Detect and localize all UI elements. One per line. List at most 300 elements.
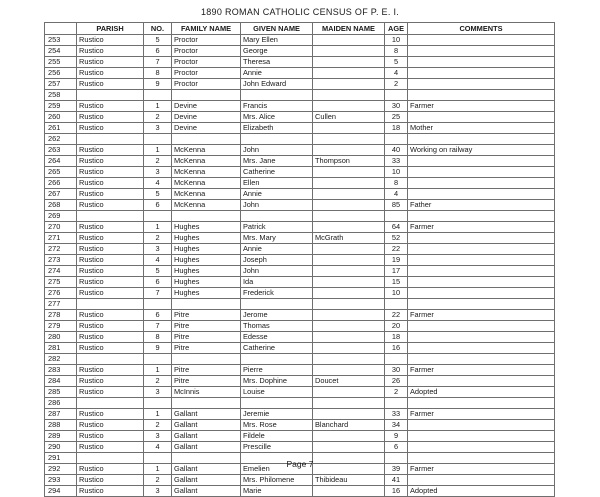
table-row: [45, 310, 555, 321]
table-row: [45, 222, 555, 233]
no-cell: 2: [144, 233, 172, 244]
family-name-cell: Pitre: [172, 332, 241, 343]
age-cell: [385, 354, 408, 365]
given-name-cell: Emelien: [241, 464, 313, 475]
maiden-name-cell: [313, 222, 385, 233]
parish-cell: Rustico: [77, 475, 144, 486]
parish-cell: Rustico: [77, 79, 144, 90]
row-number-cell: 269: [45, 211, 77, 222]
family-name-cell: Hughes: [172, 233, 241, 244]
maiden-name-cell: [313, 189, 385, 200]
table-row: [45, 409, 555, 420]
no-cell: 7: [144, 57, 172, 68]
row-number-cell: 276: [45, 288, 77, 299]
parish-cell: Rustico: [77, 178, 144, 189]
family-name-cell: Hughes: [172, 277, 241, 288]
comments-cell: [408, 255, 555, 266]
maiden-name-cell: [313, 68, 385, 79]
comments-cell: [408, 79, 555, 90]
comments-cell: [408, 321, 555, 332]
given-name-cell: John: [241, 266, 313, 277]
age-cell: 18: [385, 332, 408, 343]
column-header-family-name: FAMILY NAME: [172, 23, 241, 35]
parish-cell: [77, 90, 144, 101]
row-number-cell: 275: [45, 277, 77, 288]
parish-cell: Rustico: [77, 387, 144, 398]
comments-cell: [408, 266, 555, 277]
maiden-name-cell: [313, 431, 385, 442]
maiden-name-cell: Thompson: [313, 156, 385, 167]
family-name-cell: Proctor: [172, 68, 241, 79]
parish-cell: Rustico: [77, 288, 144, 299]
parish-cell: Rustico: [77, 167, 144, 178]
column-header-given-name: GIVEN NAME: [241, 23, 313, 35]
maiden-name-cell: McGrath: [313, 233, 385, 244]
comments-cell: Adopted: [408, 387, 555, 398]
age-cell: 5: [385, 57, 408, 68]
parish-cell: Rustico: [77, 332, 144, 343]
row-number-cell: 257: [45, 79, 77, 90]
comments-cell: [408, 343, 555, 354]
no-cell: 2: [144, 376, 172, 387]
maiden-name-cell: Thibideau: [313, 475, 385, 486]
no-cell: 3: [144, 486, 172, 497]
table-body: [45, 35, 555, 497]
no-cell: 4: [144, 442, 172, 453]
given-name-cell: Joseph: [241, 255, 313, 266]
row-number-cell: 258: [45, 90, 77, 101]
parish-cell: Rustico: [77, 145, 144, 156]
no-cell: 2: [144, 156, 172, 167]
parish-cell: Rustico: [77, 68, 144, 79]
row-number-cell: 281: [45, 343, 77, 354]
document-title: 1890 ROMAN CATHOLIC CENSUS OF P. E. I.: [200, 7, 400, 17]
parish-cell: Rustico: [77, 255, 144, 266]
given-name-cell: Mrs. Mary: [241, 233, 313, 244]
parish-cell: Rustico: [77, 442, 144, 453]
age-cell: 17: [385, 266, 408, 277]
comments-cell: [408, 354, 555, 365]
maiden-name-cell: [313, 365, 385, 376]
comments-cell: [408, 233, 555, 244]
age-cell: 25: [385, 112, 408, 123]
age-cell: 22: [385, 244, 408, 255]
age-cell: [385, 398, 408, 409]
row-number-cell: 264: [45, 156, 77, 167]
no-cell: 6: [144, 200, 172, 211]
table-row: [45, 277, 555, 288]
given-name-cell: Thomas: [241, 321, 313, 332]
age-cell: 9: [385, 431, 408, 442]
given-name-cell: Mrs. Jane: [241, 156, 313, 167]
comments-cell: [408, 68, 555, 79]
maiden-name-cell: [313, 321, 385, 332]
table-row: [45, 486, 555, 497]
row-number-cell: 261: [45, 123, 77, 134]
table-row: [45, 431, 555, 442]
given-name-cell: John: [241, 200, 313, 211]
family-name-cell: [172, 398, 241, 409]
parish-cell: Rustico: [77, 57, 144, 68]
age-cell: 16: [385, 343, 408, 354]
table-row: [45, 354, 555, 365]
row-number-cell: 262: [45, 134, 77, 145]
age-cell: 15: [385, 277, 408, 288]
given-name-cell: Mrs. Philomene: [241, 475, 313, 486]
parish-cell: Rustico: [77, 431, 144, 442]
maiden-name-cell: [313, 178, 385, 189]
column-header-comments: COMMENTS: [408, 23, 555, 35]
given-name-cell: Mrs. Alice: [241, 112, 313, 123]
no-cell: 4: [144, 178, 172, 189]
age-cell: 16: [385, 486, 408, 497]
given-name-cell: Mrs. Rose: [241, 420, 313, 431]
age-cell: [385, 90, 408, 101]
family-name-cell: [172, 354, 241, 365]
age-cell: 52: [385, 233, 408, 244]
given-name-cell: Louise: [241, 387, 313, 398]
comments-cell: [408, 299, 555, 310]
given-name-cell: Elizabeth: [241, 123, 313, 134]
no-cell: [144, 90, 172, 101]
parish-cell: Rustico: [77, 365, 144, 376]
maiden-name-cell: Blanchard: [313, 420, 385, 431]
age-cell: 18: [385, 123, 408, 134]
family-name-cell: McKenna: [172, 178, 241, 189]
age-cell: 41: [385, 475, 408, 486]
comments-cell: Farmer: [408, 464, 555, 475]
parish-cell: Rustico: [77, 486, 144, 497]
no-cell: 5: [144, 189, 172, 200]
parish-cell: Rustico: [77, 222, 144, 233]
age-cell: 30: [385, 365, 408, 376]
table-row: [45, 145, 555, 156]
maiden-name-cell: [313, 123, 385, 134]
comments-cell: [408, 134, 555, 145]
parish-cell: Rustico: [77, 420, 144, 431]
comments-cell: Farmer: [408, 101, 555, 112]
comments-cell: Farmer: [408, 222, 555, 233]
no-cell: 2: [144, 420, 172, 431]
maiden-name-cell: [313, 244, 385, 255]
no-cell: 6: [144, 277, 172, 288]
row-number-cell: 259: [45, 101, 77, 112]
parish-cell: Rustico: [77, 112, 144, 123]
given-name-cell: Theresa: [241, 57, 313, 68]
maiden-name-cell: [313, 343, 385, 354]
age-cell: [385, 299, 408, 310]
family-name-cell: Hughes: [172, 288, 241, 299]
given-name-cell: Fildele: [241, 431, 313, 442]
maiden-name-cell: Cullen: [313, 112, 385, 123]
maiden-name-cell: [313, 200, 385, 211]
given-name-cell: Prescille: [241, 442, 313, 453]
row-number-cell: 273: [45, 255, 77, 266]
age-cell: 10: [385, 288, 408, 299]
no-cell: 9: [144, 79, 172, 90]
given-name-cell: Annie: [241, 189, 313, 200]
given-name-cell: Francis: [241, 101, 313, 112]
no-cell: 7: [144, 288, 172, 299]
row-number-cell: 285: [45, 387, 77, 398]
table-row: [45, 189, 555, 200]
given-name-cell: [241, 211, 313, 222]
parish-cell: Rustico: [77, 244, 144, 255]
maiden-name-cell: [313, 101, 385, 112]
table-row: [45, 398, 555, 409]
family-name-cell: Gallant: [172, 475, 241, 486]
maiden-name-cell: [313, 486, 385, 497]
given-name-cell: Edesse: [241, 332, 313, 343]
row-number-cell: 266: [45, 178, 77, 189]
family-name-cell: Gallant: [172, 420, 241, 431]
comments-cell: Working on railway: [408, 145, 555, 156]
row-number-cell: 277: [45, 299, 77, 310]
age-cell: 10: [385, 35, 408, 46]
age-cell: 10: [385, 167, 408, 178]
maiden-name-cell: [313, 79, 385, 90]
comments-cell: [408, 431, 555, 442]
table-row: [45, 57, 555, 68]
comments-cell: [408, 178, 555, 189]
age-cell: 2: [385, 387, 408, 398]
given-name-cell: [241, 134, 313, 145]
maiden-name-cell: [313, 35, 385, 46]
parish-cell: [77, 134, 144, 145]
row-number-cell: 291: [45, 453, 77, 464]
maiden-name-cell: [313, 255, 385, 266]
row-number-cell: 260: [45, 112, 77, 123]
given-name-cell: Ellen: [241, 178, 313, 189]
family-name-cell: Pitre: [172, 343, 241, 354]
family-name-cell: Proctor: [172, 46, 241, 57]
parish-cell: Rustico: [77, 156, 144, 167]
comments-cell: [408, 35, 555, 46]
age-cell: 2: [385, 79, 408, 90]
no-cell: [144, 134, 172, 145]
family-name-cell: McKenna: [172, 156, 241, 167]
table-row: [45, 90, 555, 101]
comments-cell: [408, 288, 555, 299]
maiden-name-cell: [313, 299, 385, 310]
age-cell: 26: [385, 376, 408, 387]
family-name-cell: [172, 211, 241, 222]
no-cell: 6: [144, 46, 172, 57]
age-cell: 20: [385, 321, 408, 332]
row-number-cell: 270: [45, 222, 77, 233]
family-name-cell: Hughes: [172, 255, 241, 266]
column-header-no: NO.: [144, 23, 172, 35]
row-number-cell: 292: [45, 464, 77, 475]
table-row: [45, 156, 555, 167]
row-number-cell: 284: [45, 376, 77, 387]
no-cell: 3: [144, 244, 172, 255]
family-name-cell: Pitre: [172, 321, 241, 332]
family-name-cell: Pitre: [172, 365, 241, 376]
comments-cell: [408, 112, 555, 123]
no-cell: 3: [144, 431, 172, 442]
row-number-cell: 286: [45, 398, 77, 409]
family-name-cell: Hughes: [172, 266, 241, 277]
no-cell: 8: [144, 332, 172, 343]
family-name-cell: Hughes: [172, 222, 241, 233]
row-number-cell: 282: [45, 354, 77, 365]
parish-cell: Rustico: [77, 189, 144, 200]
parish-cell: Rustico: [77, 310, 144, 321]
table-row: [45, 35, 555, 46]
row-number-cell: 288: [45, 420, 77, 431]
row-number-cell: 274: [45, 266, 77, 277]
comments-cell: [408, 90, 555, 101]
maiden-name-cell: [313, 310, 385, 321]
given-name-cell: [241, 299, 313, 310]
maiden-name-cell: [313, 288, 385, 299]
comments-cell: [408, 167, 555, 178]
age-cell: 64: [385, 222, 408, 233]
table-row: [45, 420, 555, 431]
given-name-cell: John Edward: [241, 79, 313, 90]
age-cell: 33: [385, 156, 408, 167]
no-cell: 1: [144, 222, 172, 233]
table-row: [45, 123, 555, 134]
no-cell: 2: [144, 475, 172, 486]
parish-cell: Rustico: [77, 277, 144, 288]
family-name-cell: Gallant: [172, 409, 241, 420]
age-cell: [385, 134, 408, 145]
parish-cell: Rustico: [77, 266, 144, 277]
family-name-cell: Gallant: [172, 486, 241, 497]
comments-cell: [408, 398, 555, 409]
age-cell: 33: [385, 409, 408, 420]
no-cell: 3: [144, 123, 172, 134]
table-row: [45, 200, 555, 211]
family-name-cell: McInnis: [172, 387, 241, 398]
age-cell: 30: [385, 101, 408, 112]
table-row: [45, 46, 555, 57]
given-name-cell: Ida: [241, 277, 313, 288]
comments-cell: [408, 57, 555, 68]
comments-cell: [408, 332, 555, 343]
page-number: Page 7: [286, 459, 314, 469]
table-row: [45, 233, 555, 244]
age-cell: 85: [385, 200, 408, 211]
age-cell: 34: [385, 420, 408, 431]
family-name-cell: Proctor: [172, 57, 241, 68]
row-number-cell: 263: [45, 145, 77, 156]
no-cell: 1: [144, 145, 172, 156]
family-name-cell: [172, 134, 241, 145]
parish-cell: [77, 299, 144, 310]
family-name-cell: Hughes: [172, 244, 241, 255]
family-name-cell: [172, 90, 241, 101]
comments-cell: Father: [408, 200, 555, 211]
maiden-name-cell: [313, 387, 385, 398]
maiden-name-cell: [313, 332, 385, 343]
row-number-cell: 278: [45, 310, 77, 321]
family-name-cell: McKenna: [172, 200, 241, 211]
maiden-name-cell: [313, 145, 385, 156]
parish-cell: Rustico: [77, 321, 144, 332]
parish-cell: Rustico: [77, 35, 144, 46]
family-name-cell: Gallant: [172, 442, 241, 453]
age-cell: 8: [385, 46, 408, 57]
no-cell: 8: [144, 68, 172, 79]
no-cell: 1: [144, 101, 172, 112]
row-number-cell: 271: [45, 233, 77, 244]
table-row: [45, 343, 555, 354]
no-cell: [144, 299, 172, 310]
family-name-cell: McKenna: [172, 189, 241, 200]
given-name-cell: Mary Ellen: [241, 35, 313, 46]
table-row: [45, 255, 555, 266]
parish-cell: Rustico: [77, 200, 144, 211]
no-cell: [144, 398, 172, 409]
row-number-cell: 290: [45, 442, 77, 453]
comments-cell: [408, 46, 555, 57]
no-cell: 9: [144, 343, 172, 354]
no-cell: 6: [144, 310, 172, 321]
table-row: [45, 79, 555, 90]
maiden-name-cell: [313, 442, 385, 453]
row-number-cell: 287: [45, 409, 77, 420]
table-row: [45, 442, 555, 453]
given-name-cell: Pierre: [241, 365, 313, 376]
no-cell: [144, 211, 172, 222]
maiden-name-cell: [313, 211, 385, 222]
row-number-cell: 265: [45, 167, 77, 178]
comments-cell: Farmer: [408, 365, 555, 376]
age-cell: 6: [385, 442, 408, 453]
given-name-cell: Jeremie: [241, 409, 313, 420]
comments-cell: Farmer: [408, 310, 555, 321]
given-name-cell: [241, 90, 313, 101]
table-row: [45, 365, 555, 376]
comments-cell: [408, 420, 555, 431]
no-cell: 1: [144, 464, 172, 475]
age-cell: 4: [385, 68, 408, 79]
parish-cell: [77, 354, 144, 365]
family-name-cell: Gallant: [172, 431, 241, 442]
parish-cell: Rustico: [77, 101, 144, 112]
no-cell: 5: [144, 266, 172, 277]
maiden-name-cell: [313, 57, 385, 68]
family-name-cell: Gallant: [172, 464, 241, 475]
table-row: [45, 266, 555, 277]
table-row: [45, 68, 555, 79]
no-cell: 2: [144, 112, 172, 123]
given-name-cell: [241, 398, 313, 409]
comments-cell: Farmer: [408, 409, 555, 420]
family-name-cell: Pitre: [172, 376, 241, 387]
maiden-name-cell: [313, 354, 385, 365]
comments-cell: [408, 244, 555, 255]
comments-cell: [408, 442, 555, 453]
given-name-cell: Frederick: [241, 288, 313, 299]
given-name-cell: Annie: [241, 68, 313, 79]
no-cell: 5: [144, 35, 172, 46]
family-name-cell: McKenna: [172, 145, 241, 156]
table-header-row: [45, 23, 555, 35]
parish-cell: Rustico: [77, 409, 144, 420]
parish-cell: Rustico: [77, 46, 144, 57]
row-number-cell: 289: [45, 431, 77, 442]
table-row: [45, 244, 555, 255]
parish-cell: Rustico: [77, 123, 144, 134]
given-name-cell: Jerome: [241, 310, 313, 321]
maiden-name-cell: [313, 409, 385, 420]
table-row: [45, 101, 555, 112]
row-number-cell: 256: [45, 68, 77, 79]
